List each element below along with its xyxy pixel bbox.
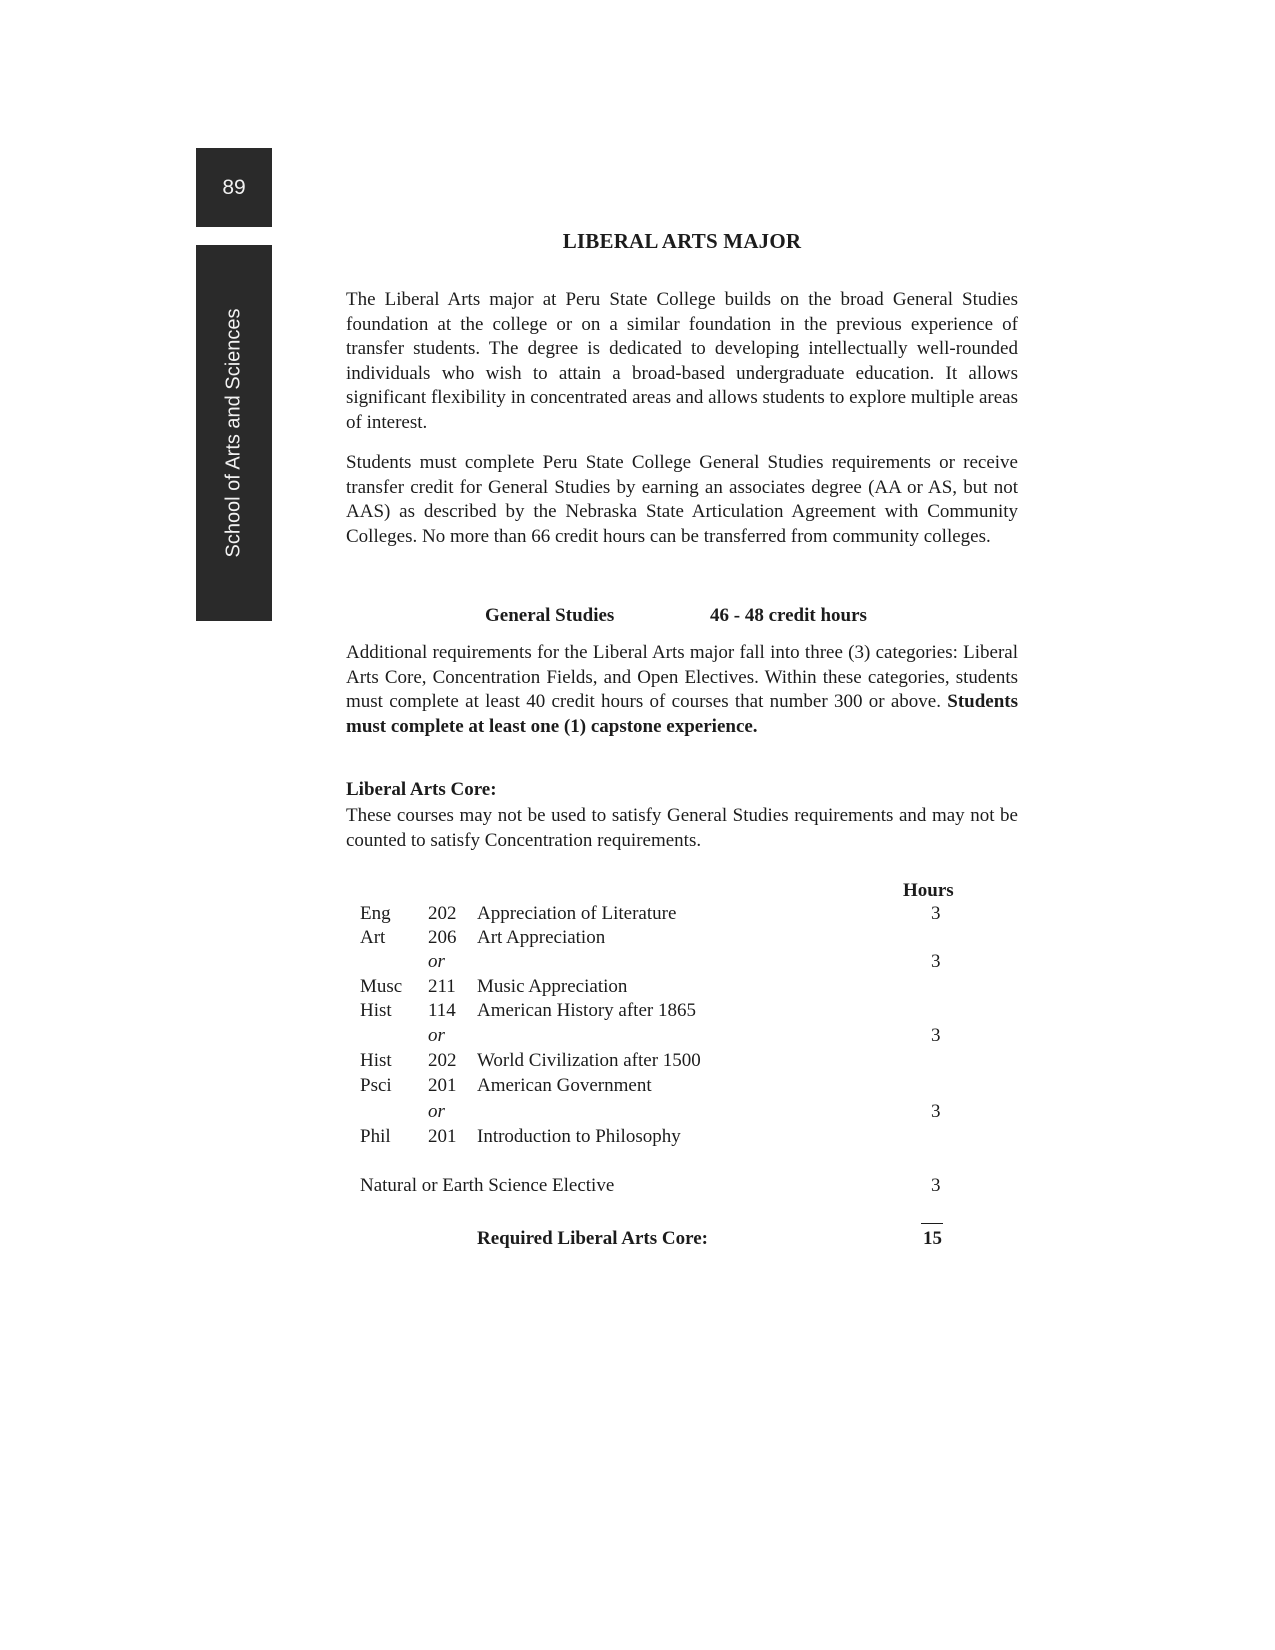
requirements-paragraph: Students must complete Peru State College General Studies requirements or receive transfer credit for General Studies by earning an associates degree (AA or AS, but not AAS) as described by the Nebraska State Articulation Agreement with Community Colleges. No more than 66 credit hours can be transferred from community colleges.	[346, 452, 1018, 547]
intro-paragraph: The Liberal Arts major at Peru State College builds on the broad General Studies foundation at the college or on a similar foundation in the previous experience of transfer students. The degree is dedicated to developing intellectually well-rounded individuals who wish to attain a broad-based undergraduate education. It allows significant flexibility in concentrated areas and allows students to explore multiple areas of interest.	[346, 289, 1018, 433]
course-dept: Musc	[360, 976, 403, 997]
general-studies-label: General Studies	[485, 605, 615, 626]
page-number-tab	[196, 148, 272, 227]
course-dept: Art	[360, 927, 386, 948]
total-label: Required Liberal Arts Core:	[477, 1228, 708, 1249]
course-title: Introduction to Philosophy	[477, 1126, 681, 1147]
or-separator: or	[428, 951, 445, 972]
course-hours: 3	[931, 1175, 941, 1196]
course-title: Art Appreciation	[477, 927, 606, 948]
course-hours: 3	[931, 951, 941, 972]
science-elective-label: Natural or Earth Science Elective	[360, 1175, 615, 1196]
page-number: 89	[222, 175, 246, 199]
or-separator: or	[428, 1101, 445, 1122]
course-dept: Eng	[360, 903, 391, 924]
course-dept: Hist	[360, 1050, 392, 1071]
liberal-arts-core-note: These courses may not be used to satisfy General Studies requirements and may not be counted to satisfy Concentration requirements.	[346, 805, 1018, 851]
course-number: 114	[428, 1000, 456, 1021]
course-hours: 3	[931, 1025, 941, 1046]
general-studies-row	[346, 605, 1018, 631]
liberal-arts-core-heading: Liberal Arts Core:	[346, 779, 497, 800]
course-title: American Government	[477, 1075, 652, 1096]
course-number: 201	[428, 1126, 457, 1147]
hours-column-header: Hours	[903, 880, 954, 901]
course-hours: 3	[931, 1101, 941, 1122]
course-title: American History after 1865	[477, 1000, 696, 1021]
course-number: 202	[428, 1050, 457, 1071]
additional-requirements-paragraph	[346, 641, 1018, 739]
additional-requirements-text: Additional requirements for the Liberal Arts major fall into three (3) categories: Liberal Arts Core, Concentration Fields, and Open Electives. Within these categories, students must complete at least 40 credit hours of courses that number 300 or above.	[346, 642, 1018, 712]
course-number: 206	[428, 927, 457, 948]
course-number: 202	[428, 903, 457, 924]
course-dept: Psci	[360, 1075, 392, 1096]
course-title: World Civilization after 1500	[477, 1050, 701, 1071]
course-number: 211	[428, 976, 456, 997]
total-rule	[921, 1223, 943, 1224]
general-studies-hours: 46 - 48 credit hours	[710, 605, 867, 626]
course-dept: Phil	[360, 1126, 391, 1147]
course-title: Music Appreciation	[477, 976, 628, 997]
course-number: 201	[428, 1075, 457, 1096]
or-separator: or	[428, 1025, 445, 1046]
page-title: LIBERAL ARTS MAJOR	[562, 229, 802, 253]
section-tab-label: School of Arts and Sciences	[222, 308, 245, 558]
total-hours: 15	[923, 1228, 942, 1249]
capstone-requirement: Students must complete at least one (1) capstone experience.	[346, 691, 1019, 737]
course-title: Appreciation of Literature	[477, 903, 677, 924]
course-dept: Hist	[360, 1000, 392, 1021]
section-tab	[196, 245, 272, 621]
course-hours: 3	[931, 903, 941, 924]
